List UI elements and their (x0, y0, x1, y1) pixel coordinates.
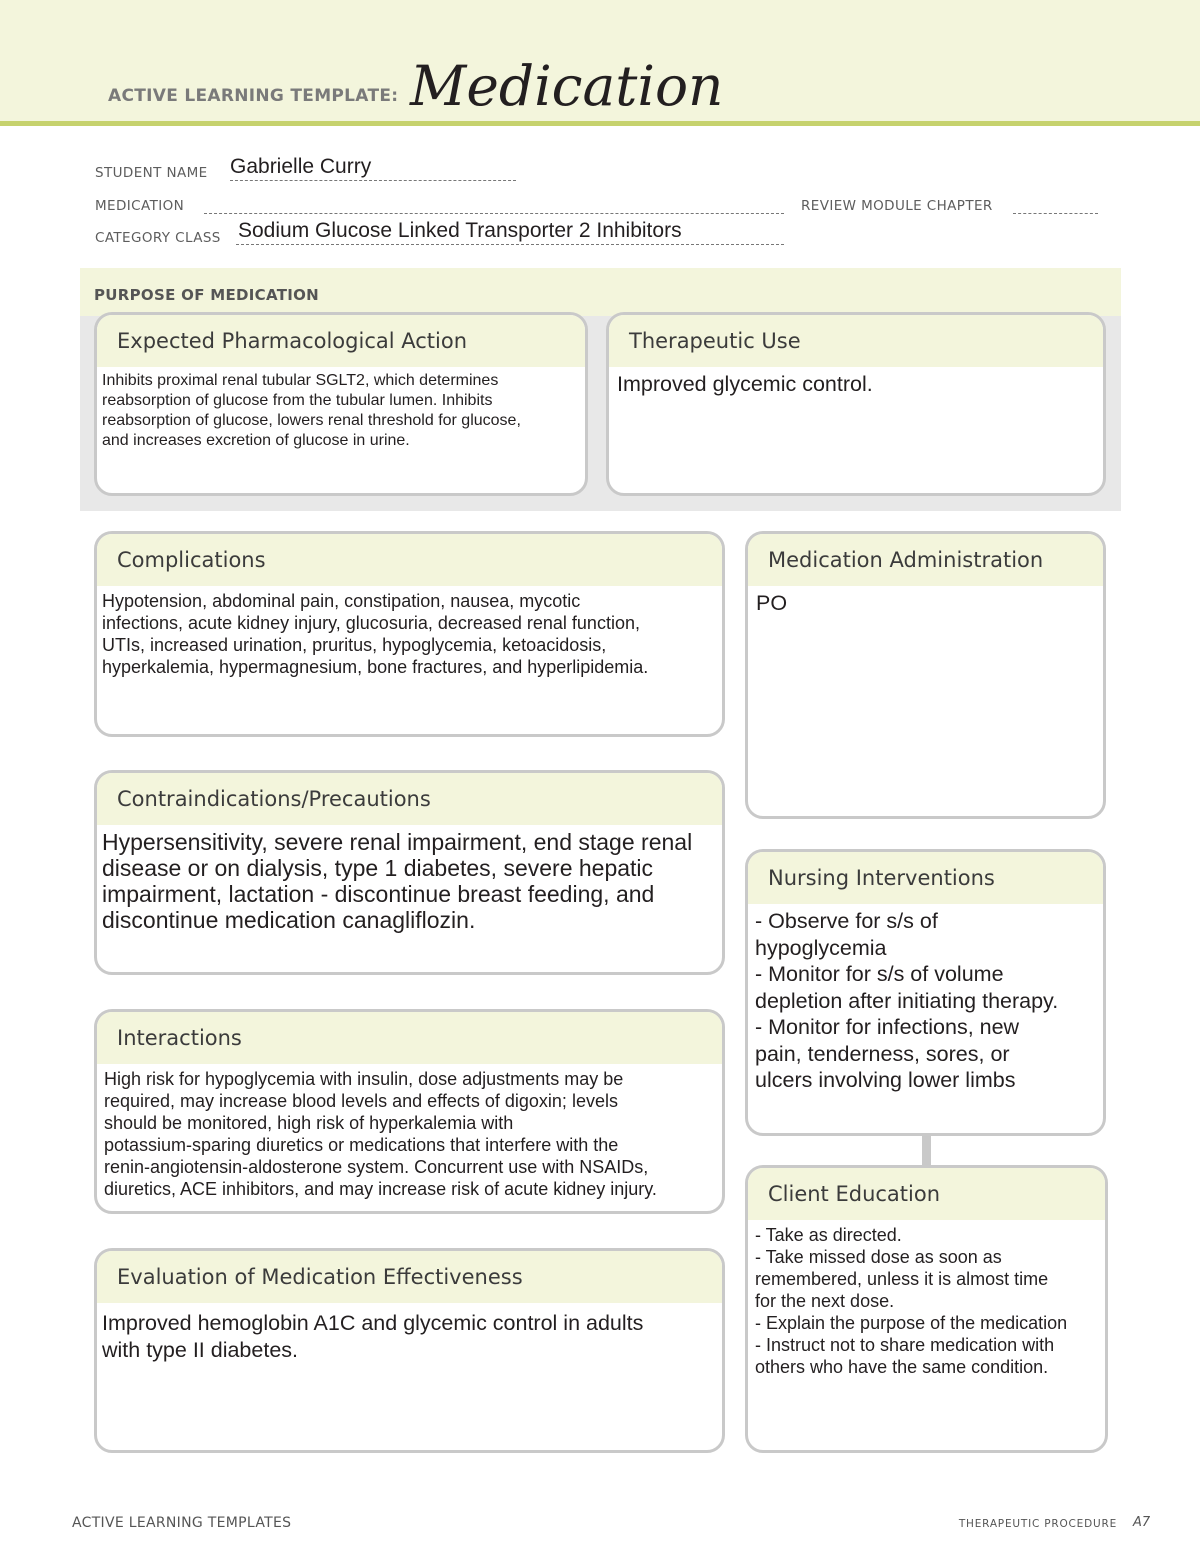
therapeutic-use-title: Therapeutic Use (609, 315, 1103, 367)
expected-action-card (94, 312, 588, 496)
nursing-interventions-text[interactable]: - Observe for s/s of hypoglycemia - Monitor for s/s of volume depletion after initiating therapy. - Monitor for infections, new pain, tenderness, sores, or ulcers involving lower limbs (755, 909, 1059, 1092)
administration-title: Medication Administration (748, 534, 1103, 586)
interactions-text[interactable]: High risk for hypoglycemia with insulin, dose adjustments may be required, may increase blood levels and effects of digoxin; levels should be monitored, high risk of hyperkalemia with potassium-sparing diuretics or medications that interfere with the renin-angiotensin-aldosterone system. Concurrent use with NSAIDs, diuretics, ACE inhibitors, and may increase risk of acute kidney injury. (104, 1069, 657, 1199)
footer-right: THERAPEUTIC PROCEDURE (958, 1518, 1117, 1530)
client-education-card (745, 1165, 1108, 1453)
administration-card (745, 531, 1106, 819)
complications-card (94, 531, 725, 737)
medication-label: MEDICATION (95, 198, 185, 214)
expected-action-text[interactable]: Inhibits proximal renal tubular SGLT2, which determines reabsorption of glucose from the tubular lumen. Inhibits reabsorption of glucose, lowers renal threshold for glucose, and increases excretion of glucose in urine. (102, 372, 521, 449)
client-education-title: Client Education (748, 1168, 1105, 1220)
contraindications-title: Contraindications/Precautions (97, 773, 722, 825)
contraindications-text[interactable]: Hypersensitivity, severe renal impairment, end stage renal disease or on dialysis, type 1 diabetes, severe hepatic impairment, lactation - discontinue breast feeding, and discontinue medication canagliflozin. (102, 829, 693, 933)
complications-title: Complications (97, 534, 722, 586)
nursing-interventions-title: Nursing Interventions (748, 852, 1103, 904)
student-name-field[interactable]: Gabrielle Curry (230, 155, 372, 178)
review-module-line[interactable] (1013, 212, 1098, 214)
therapeutic-use-text[interactable]: Improved glycemic control. (617, 372, 873, 396)
evaluation-text[interactable]: Improved hemoglobin A1C and glycemic control in adults with type II diabetes. (102, 1311, 644, 1362)
category-class-line (236, 243, 784, 245)
interactions-title: Interactions (97, 1012, 722, 1064)
evaluation-card (94, 1248, 725, 1453)
complications-text[interactable]: Hypotension, abdominal pain, constipation, nausea, mycotic infections, acute kidney injury, glucosuria, decreased renal function, UTIs, increased urination, pruritus, hypoglycemia, ketoacidosis, hyperkalemia, hypermagnesium, bone fractures, and hyperlipidemia. (102, 591, 649, 677)
interactions-card (94, 1009, 725, 1214)
header-rule (0, 121, 1200, 126)
student-name-line (230, 179, 516, 181)
page-title: Medication (410, 54, 724, 118)
expected-action-title: Expected Pharmacological Action (97, 315, 585, 367)
page-number: A7 (1133, 1515, 1151, 1530)
medication-line (204, 212, 784, 214)
therapeutic-use-card (606, 312, 1106, 496)
category-class-field[interactable]: Sodium Glucose Linked Transporter 2 Inhibitors (238, 219, 682, 242)
template-label: ACTIVE LEARNING TEMPLATE: (108, 86, 399, 106)
evaluation-title: Evaluation of Medication Effectiveness (97, 1251, 722, 1303)
contraindications-card (94, 770, 725, 975)
administration-text[interactable]: PO (756, 591, 788, 615)
connector-line (922, 1135, 931, 1165)
nursing-interventions-card (745, 849, 1106, 1136)
purpose-label: PURPOSE OF MEDICATION (94, 286, 320, 304)
client-education-text[interactable]: - Take as directed. - Take missed dose as soon as remembered, unless it is almost time for the next dose. - Explain the purpose of the medication - Instruct not to share medication with others who have the same condition. (755, 1225, 1068, 1377)
student-name-label: STUDENT NAME (95, 165, 208, 181)
footer-left: ACTIVE LEARNING TEMPLATES (72, 1515, 292, 1531)
category-class-label: CATEGORY CLASS (95, 230, 221, 246)
review-module-label: REVIEW MODULE CHAPTER (801, 198, 993, 214)
